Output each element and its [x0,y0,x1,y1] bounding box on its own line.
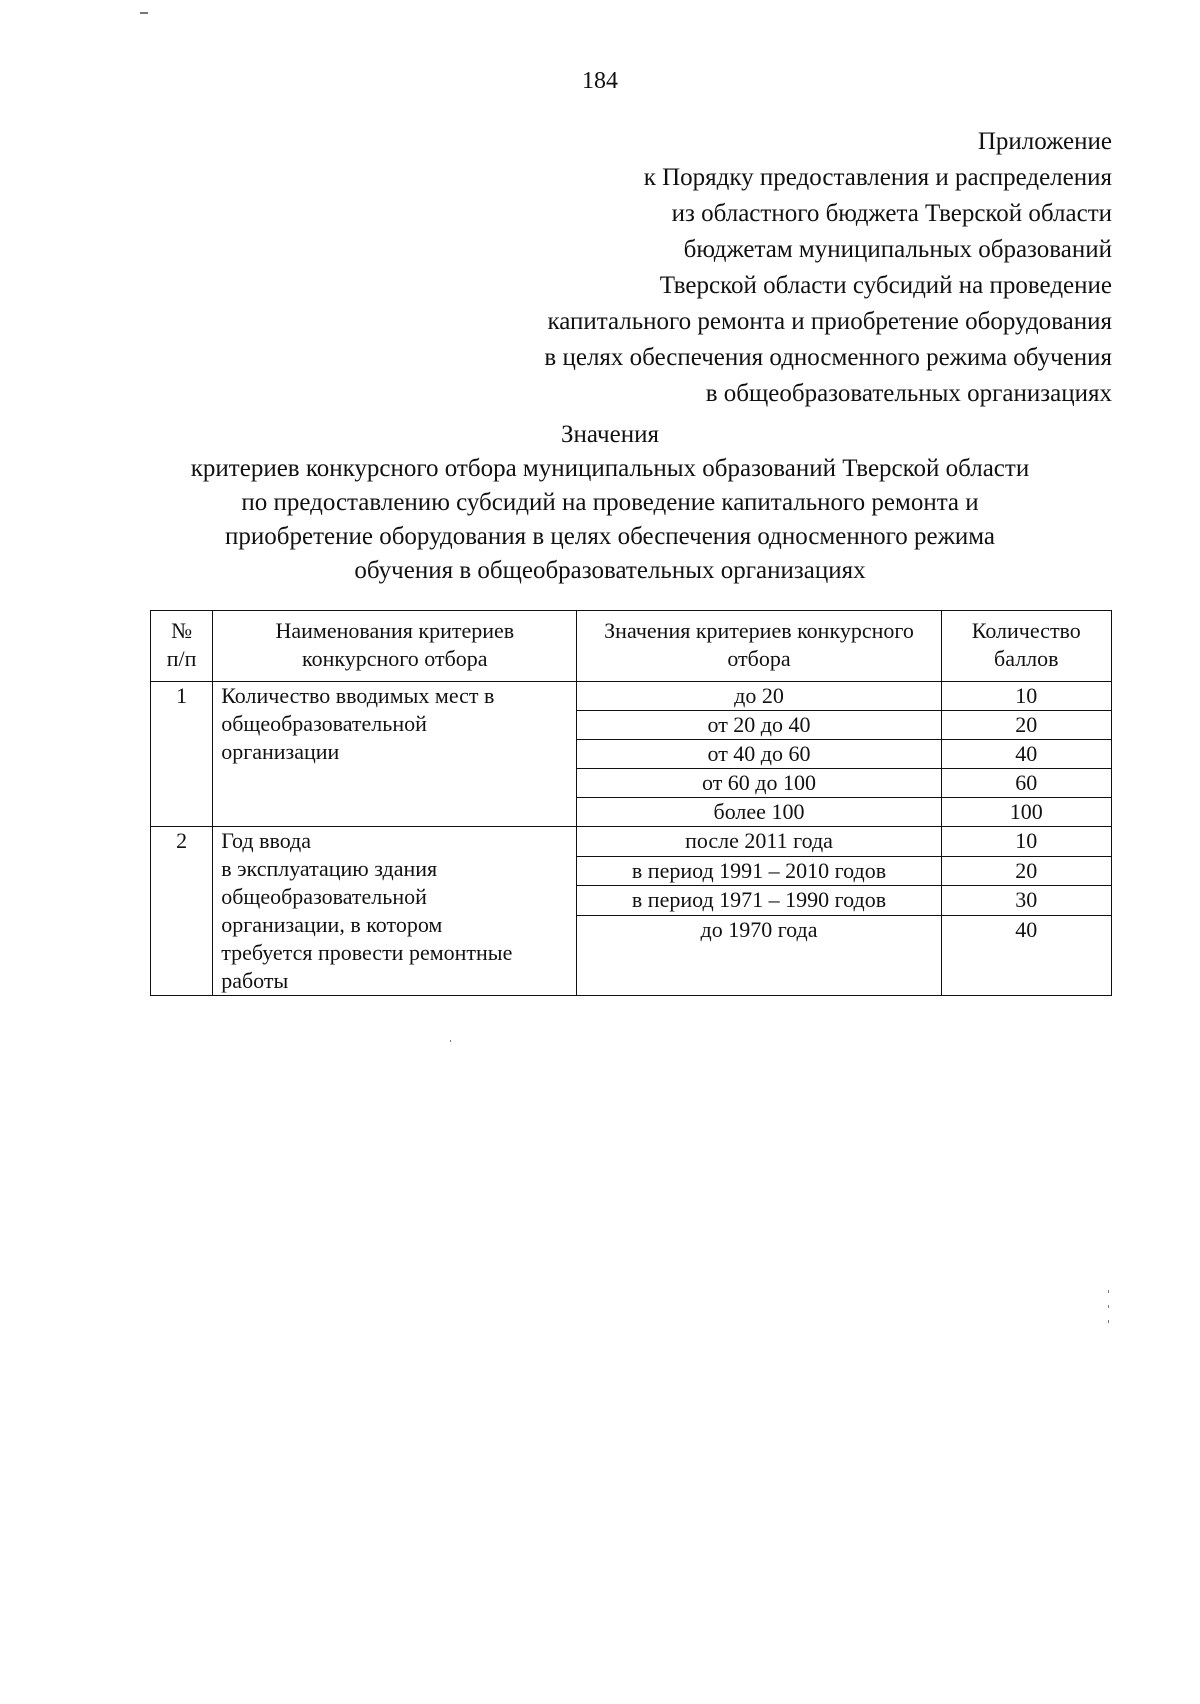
criterion-value: от 60 до 100 [577,769,941,798]
appendix-reference [412,124,1112,412]
table-row [151,682,1112,711]
criterion-name-line: требуется провести ремонтные [221,940,513,965]
scan-speck [450,1040,451,1042]
table-header-row [151,611,1112,682]
header-num [151,611,213,682]
document-title [130,418,1090,588]
criterion-name-line: в эксплуатацию здания [221,856,438,881]
criterion-value: от 20 до 40 [577,711,941,740]
scan-speck [140,12,148,14]
criterion-number: 2 [151,827,213,996]
criterion-points-filler [941,944,1111,995]
title-line: критериев конкурсного отбора муниципальных образований Тверской области [190,455,1030,482]
appendix-line: к Порядку предоставления и распределения [643,164,1112,191]
criterion-points: 60 [941,769,1111,798]
criterion-name-line: организации [221,739,340,764]
criterion-value: до 1970 года [577,915,941,944]
appendix-line: Тверской области субсидий на проведение [659,272,1112,299]
criterion-value: в период 1971 – 1990 годов [577,886,941,916]
header-name [213,611,577,682]
criterion-points: 40 [941,915,1111,944]
criterion-name-line: Количество вводимых мест в [221,683,495,708]
title-line: обучения в общеобразовательных организациях [354,557,866,584]
header-text: конкурсного отбора [302,646,488,671]
appendix-line: капитального ремонта и приобретение оборудования [547,308,1112,335]
table-row [151,827,1112,857]
criterion-points: 40 [941,740,1111,769]
criterion-value-filler [577,944,941,995]
criterion-name-line: общеобразовательной [221,711,427,736]
criterion-value: от 40 до 60 [577,740,941,769]
scan-speck [1108,1290,1109,1293]
header-text: Количество [971,618,1081,643]
appendix-line: в целях обеспечения односменного режима обучения [544,344,1112,371]
scan-speck [1108,1305,1109,1308]
criterion-name-line: организации, в котором [221,912,443,937]
header-text: Наименования критериев [275,618,515,643]
appendix-line: бюджетам муниципальных образований [683,236,1112,263]
criterion-number: 1 [151,682,213,827]
criterion-name [213,827,577,996]
appendix-line: из областного бюджета Тверской области [671,200,1112,227]
criterion-name-line: Год ввода [221,828,312,853]
criterion-value: более 100 [577,798,941,827]
header-text: отбора [727,646,791,671]
header-points [941,611,1111,682]
criterion-value: до 20 [577,682,941,711]
title-line: приобретение оборудования в целях обеспечения односменного режима [225,523,995,550]
page-number: 184 [582,68,618,94]
criteria-table [150,610,1112,996]
criterion-name-line: общеобразовательной [221,884,427,909]
scan-speck [1108,1320,1109,1323]
criterion-points: 10 [941,682,1111,711]
title-heading: Значения [561,421,659,448]
appendix-line: Приложение [977,128,1112,155]
criterion-points: 30 [941,886,1111,916]
criterion-name [213,682,577,827]
header-text: № [171,618,193,643]
header-text: баллов [994,646,1059,671]
criterion-points: 100 [941,798,1111,827]
header-text: п/п [166,646,197,671]
appendix-line: в общеобразовательных организациях [705,380,1112,407]
criterion-points: 20 [941,711,1111,740]
header-value [577,611,941,682]
title-line: по предоставлению субсидий на проведение капитального ремонта и [241,489,979,516]
criterion-points: 20 [941,856,1111,886]
criterion-value: после 2011 года [577,827,941,857]
criterion-name-line: работы [221,968,289,993]
header-text: Значения критериев конкурсного [604,618,914,643]
criterion-value: в период 1991 – 2010 годов [577,856,941,886]
criterion-points: 10 [941,827,1111,857]
